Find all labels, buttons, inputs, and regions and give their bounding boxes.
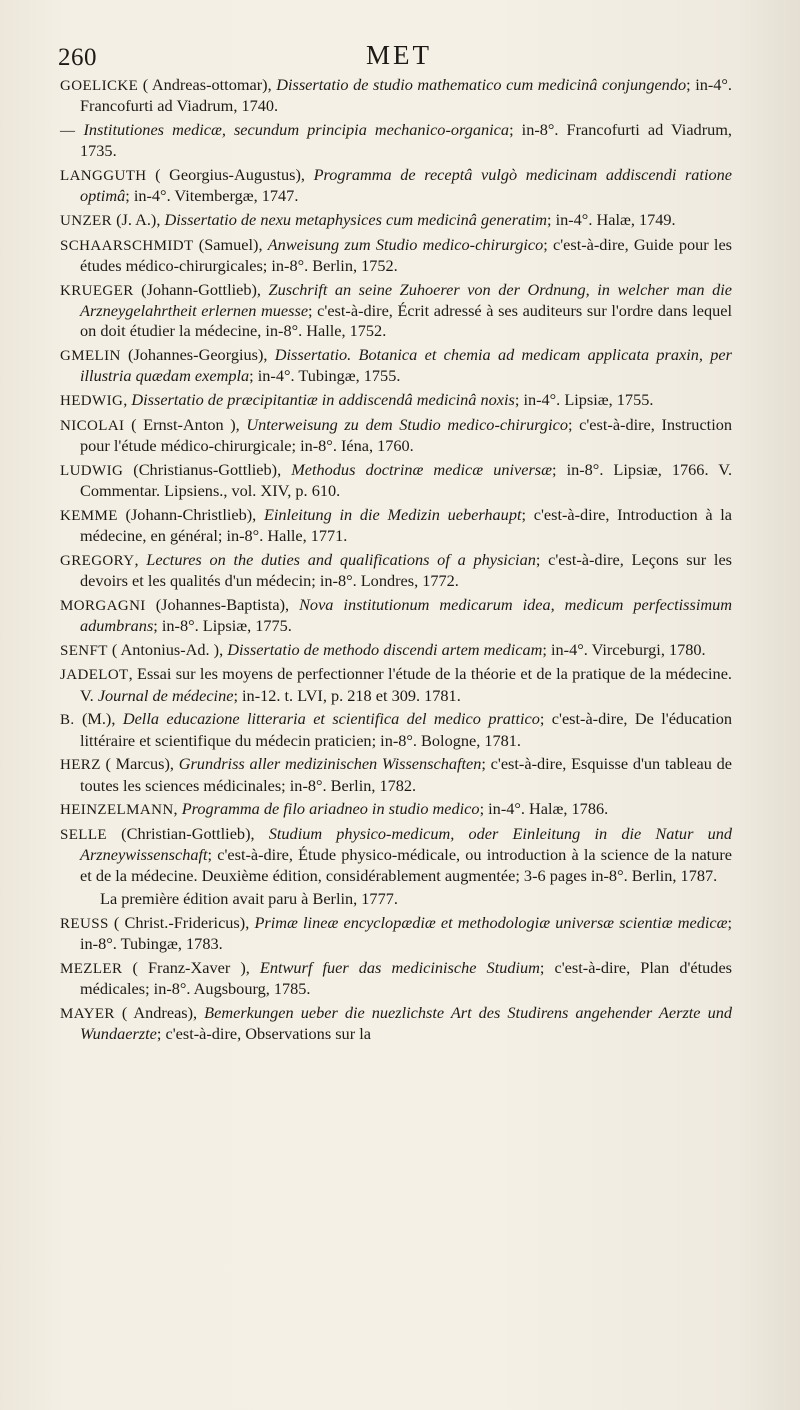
bibliography-entry bbox=[60, 345, 732, 387]
page-number: 260 bbox=[58, 44, 97, 71]
entry-author: MEZLER bbox=[60, 960, 123, 977]
entry-author: KEMME bbox=[60, 507, 118, 524]
entry-title: Programma de receptâ vulgò medicinam addiscendi ratione optimâ bbox=[80, 165, 732, 206]
entry-author: UNZER bbox=[60, 213, 112, 229]
page-header bbox=[58, 40, 740, 74]
bibliography-entry bbox=[60, 709, 732, 751]
bibliography-entry bbox=[60, 754, 732, 796]
entry-text: ; in-12. t. LVI, p. 218 et 309. 1781. bbox=[233, 685, 461, 705]
bibliography-entry bbox=[60, 913, 732, 955]
entry-author: NICOLAI bbox=[60, 417, 125, 434]
entry-text: (Johannes-Georgius), bbox=[120, 345, 275, 364]
entry-text: ( Andreas), bbox=[114, 1002, 205, 1022]
entry-author: GMELIN bbox=[60, 348, 121, 364]
entry-text: (M.), bbox=[74, 709, 123, 729]
entry-text: , bbox=[134, 549, 147, 569]
entry-text: ( Antonius-Ad. ), bbox=[107, 639, 228, 659]
entry-text: ( Georgius-Augustus), bbox=[146, 165, 314, 184]
entry-text: ; c'est-à-dire, Esquisse d'un tableau de toutes les sciences médicinales; in-8°. Berlin, 1782. bbox=[80, 754, 733, 795]
entry-text: ; c'est-à-dire, De l'éducation littéraire et scientifique du médecin praticien; in-8°. Bologne, 1781. bbox=[80, 709, 732, 750]
entry-title: Einleitung in die Medizin ueberhaupt bbox=[263, 504, 522, 524]
entry-text: ; in-4°. Tubingæ, 1755. bbox=[249, 366, 401, 386]
entry-text: ( Marcus), bbox=[100, 754, 179, 774]
entry-author: SCHAARSCHMIDT bbox=[60, 237, 194, 254]
bibliography-entry bbox=[60, 75, 732, 117]
bibliography-entry bbox=[60, 235, 732, 277]
entry-author: — bbox=[60, 123, 76, 139]
entry-title: Grundriss aller medizinischen Wissenschaften bbox=[178, 754, 482, 774]
bibliography-entry bbox=[60, 1003, 732, 1045]
entry-author: SENFT bbox=[60, 642, 108, 659]
entry-text: ; c'est-à-dire, Plan d'études médicales; in-8°. Augsbourg, 1785. bbox=[80, 957, 733, 998]
entry-text: ; c'est-à-dire, Étude physico-médicale, ou introduction à la science de la nature et de la médecine. Deuxième édition, considérablement augmentée; 3-6 pages in-8°. Berlin, 1787. bbox=[80, 845, 732, 885]
entry-text: ; in-8°. Lipsiæ, 1775. bbox=[153, 616, 292, 635]
entry-text: ; in-4°. Vitembergæ, 1747. bbox=[125, 186, 299, 206]
entry-text: ; in-4°. Virceburgi, 1780. bbox=[542, 639, 706, 659]
entry-text: ; in-8°. Francofurti ad Viadrum, 1735. bbox=[80, 120, 732, 161]
entry-title: Lectures on the duties and qualifications of a physician bbox=[146, 549, 536, 569]
entry-title: Unterweisung zu dem Studio medico-chirurgico bbox=[246, 414, 568, 434]
bibliography-entry bbox=[60, 120, 732, 162]
bibliography-entry bbox=[60, 550, 732, 592]
entry-text: ; c'est-à-dire, Instruction pour l'étude médico-chirurgicale; in-8°. Iéna, 1760. bbox=[80, 414, 733, 455]
entry-title: Programma de filo ariadneo in studio medico bbox=[181, 799, 480, 819]
entry-author: LANGGUTH bbox=[60, 168, 147, 184]
entry-author: SELLE bbox=[60, 826, 107, 843]
running-head: MET bbox=[366, 40, 432, 70]
entry-title: Bemerkungen ueber die nuezlichste Art des Studirens angehender Aerzte und Wundaerzte bbox=[80, 1002, 732, 1043]
entry-author: HEDWIG bbox=[60, 393, 124, 409]
entry-author: JADELOT bbox=[60, 667, 129, 684]
entry-author: MAYER bbox=[60, 1005, 115, 1022]
entry-author: GREGORY bbox=[60, 552, 135, 569]
entry-text: ; in-4°. Halæ, 1749. bbox=[546, 210, 676, 229]
entry-text: ; c'est-à-dire, Leçons sur les devoirs et les qualités d'un médecin; in-8°. Londres, 1772. bbox=[80, 549, 733, 590]
entry-title: Journal de médecine bbox=[97, 685, 234, 705]
entry-text: , Essai sur les moyens de perfectionner l'étude de la théorie et de la pratique de la médecine. V. bbox=[80, 664, 732, 705]
entry-text: (Christian-Gottlieb), bbox=[107, 823, 269, 843]
entry-title: Nova institutionum medicarum idea, medicum perfectissimum adumbrans bbox=[80, 594, 732, 635]
bibliography-entry bbox=[60, 799, 732, 820]
entry-text: ( Ernst-Anton ), bbox=[124, 414, 247, 434]
bibliography-entry bbox=[60, 664, 732, 706]
bibliography-entry bbox=[60, 210, 732, 231]
bibliography-entry bbox=[60, 165, 732, 207]
entry-text: ( Andreas-ottomar), bbox=[138, 75, 277, 94]
entry-text bbox=[75, 120, 83, 139]
entry-author: KRUEGER bbox=[60, 282, 134, 299]
entry-author: REUSS bbox=[60, 915, 109, 932]
entry-text: (Christianus-Gottlieb), bbox=[123, 459, 292, 479]
entry-author: B. bbox=[60, 712, 75, 729]
bibliography-entry bbox=[60, 415, 732, 457]
entry-text: (Johann-Christlieb), bbox=[117, 504, 264, 524]
entry-title: Dissertatio de methodo discendi artem medicam bbox=[227, 639, 543, 659]
entry-text: ; in-4°. Francofurti ad Viadrum, 1740. bbox=[80, 75, 732, 116]
entry-text: ; c'est-à-dire, Guide pour les études médico-chirurgicales; in-8°. Berlin, 1752. bbox=[80, 234, 733, 275]
entry-text: ; in-4°. Halæ, 1786. bbox=[479, 799, 609, 819]
entry-title: Zuschrift an seine Zuhoerer von der Ordnung, in welcher man die Arzneygelahrtheit erlernen muesse bbox=[80, 279, 732, 320]
entry-title: Dissertatio. Botanica et chemia ad medicam applicata praxin, per illustria quædam exempla bbox=[80, 345, 732, 386]
entry-text: (Johannes-Baptista), bbox=[145, 594, 300, 614]
entry-title: Dissertatio de studio mathematico cum medicinâ conjungendo bbox=[276, 75, 687, 94]
entry-text: ; c'est-à-dire, Écrit adressé à ses auditeurs sur l'ordre dans lequel on doit étudier la médecine, in-8°. Halle, 1752. bbox=[80, 301, 732, 341]
entry-title: Entwurf fuer das medicinische Studium bbox=[259, 957, 540, 977]
bibliography-entry bbox=[60, 640, 732, 661]
entry-title: Studium physico-medicum, oder Einleitung in die Natur und Arzneywissenschaft bbox=[80, 823, 732, 865]
entry-author: GOELICKE bbox=[60, 78, 139, 94]
bibliography-entry bbox=[60, 505, 732, 547]
entry-text: ; in-8°. Tubingæ, 1783. bbox=[80, 912, 733, 953]
entry-title: Dissertatio de præcipitantiæ in addiscendâ medicinâ noxis bbox=[131, 390, 515, 409]
entry-text: (Samuel), bbox=[193, 234, 268, 254]
entry-title: Primæ lineæ encyclopædiæ et methodologiæ universæ scientiæ medicæ bbox=[254, 912, 728, 932]
entry-text: (J. A.), bbox=[112, 210, 165, 229]
entry-author: HERZ bbox=[60, 757, 101, 774]
entry-text: , bbox=[173, 799, 182, 819]
entry-title: Anweisung zum Studio medico-chirurgico bbox=[267, 234, 544, 254]
entry-author: LUDWIG bbox=[60, 462, 124, 479]
entry-text: ( Christ.-Fridericus), bbox=[108, 912, 255, 932]
bibliography-entry bbox=[60, 460, 732, 502]
entry-text: ; c'est-à-dire, Introduction à la médecine, en général; in-8°. Halle, 1771. bbox=[80, 504, 732, 545]
entry-author: MORGAGNI bbox=[60, 597, 146, 614]
bibliography-entry bbox=[60, 595, 732, 637]
bibliography-entry bbox=[60, 824, 732, 886]
bibliography-entry bbox=[60, 390, 732, 411]
entry-text: ; in-4°. Lipsiæ, 1755. bbox=[514, 390, 654, 409]
entry-text: , bbox=[123, 390, 132, 409]
bibliography-list bbox=[60, 75, 732, 1048]
entry-text: (Johann-Gottlieb), bbox=[133, 279, 269, 299]
entry-note: La première édition avait paru à Berlin, 1777. bbox=[100, 889, 398, 909]
entry-text: ( Franz-Xaver ), bbox=[122, 957, 260, 977]
bibliography-entry bbox=[60, 280, 732, 342]
bibliography-entry bbox=[60, 958, 732, 1000]
entry-author: HEINZELMANN bbox=[60, 802, 174, 819]
entry-title: Institutiones medicæ, secundum principia mechanico-organica bbox=[83, 120, 510, 139]
entry-title: Della educazione litteraria et scientifica del medico prattico bbox=[122, 709, 540, 729]
entry-title: Dissertatio de nexu metaphysices cum medicinâ generatim bbox=[164, 210, 547, 229]
entry-text: ; c'est-à-dire, Observations sur la bbox=[156, 1024, 371, 1043]
entry-text: ; in-8°. Lipsiæ, 1766. V. Commentar. Lipsiens., vol. XIV, p. 610. bbox=[80, 459, 733, 500]
entry-title: Methodus doctrinæ medicæ universæ bbox=[291, 459, 552, 479]
